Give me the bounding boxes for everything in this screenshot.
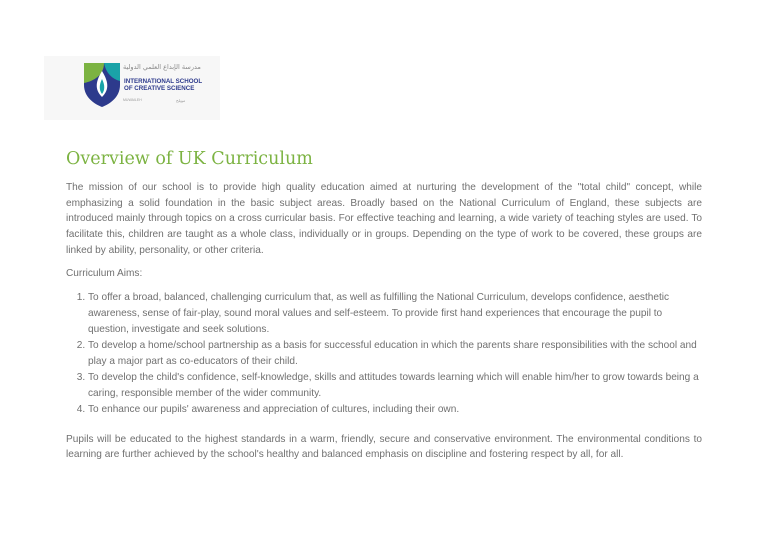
page-title: Overview of UK Curriculum bbox=[66, 149, 313, 169]
aims-list bbox=[66, 290, 702, 417]
logo-tagline: MUWAILEH bbox=[123, 98, 142, 102]
school-logo bbox=[44, 56, 220, 120]
logo-arabic-tagline: مويلح bbox=[176, 98, 186, 103]
list-item: 2. To develop a home/school partnership as a basis for successful education in which the parents share responsibilities with the school and play a major part as co-educators of their child. bbox=[88, 338, 702, 369]
school-crest-icon bbox=[84, 61, 120, 107]
aims-label: Curriculum Aims: bbox=[66, 267, 143, 279]
intro-paragraph: The mission of our school is to provide high quality education aimed at nurturing the development of the "total child" concept, while emphasizing a solid foundation in the basic subject areas. Broadly based on the National Curriculum of England, these subjects are introduced mainly through topics on a cross curricular basis. For effective teaching and learning, a wide variety of teaching styles are used. To facilitate this, children are taught as a whole class, individually or in groups. Depending on the type of work to be covered, these groups are linked by ability, personality, or other criteria. bbox=[66, 182, 702, 256]
list-item: 4. To enhance our pupils' awareness and appreciation of cultures, including their own. bbox=[88, 402, 702, 418]
logo-arabic-name: مدرسة الإبداع العلمي الدولية bbox=[123, 63, 201, 71]
logo-school-name: INTERNATIONAL SCHOOL OF CREATIVE SCIENCE bbox=[124, 78, 203, 92]
main-content bbox=[66, 180, 702, 463]
list-item: 1. To offer a broad, balanced, challenging curriculum that, as well as fulfilling the National Curriculum, develops confidence, aesthetic awareness, sense of fair-play, sound moral values and self-esteem. To provide first hand experiences that encourage the pupil to question, investigate and seek solutions. bbox=[88, 290, 702, 337]
list-item: 3. To develop the child's confidence, self-knowledge, skills and attitudes towards learning which will enable him/her to grow towards being a caring, responsible member of the wider community. bbox=[88, 370, 702, 401]
closing-paragraph: Pupils will be educated to the highest standards in a warm, friendly, secure and conservative environment. The environmental conditions to learning are further achieved by the school's healthy and balanced emphasis on discipline and fostering respect by all, for all. bbox=[66, 433, 702, 461]
